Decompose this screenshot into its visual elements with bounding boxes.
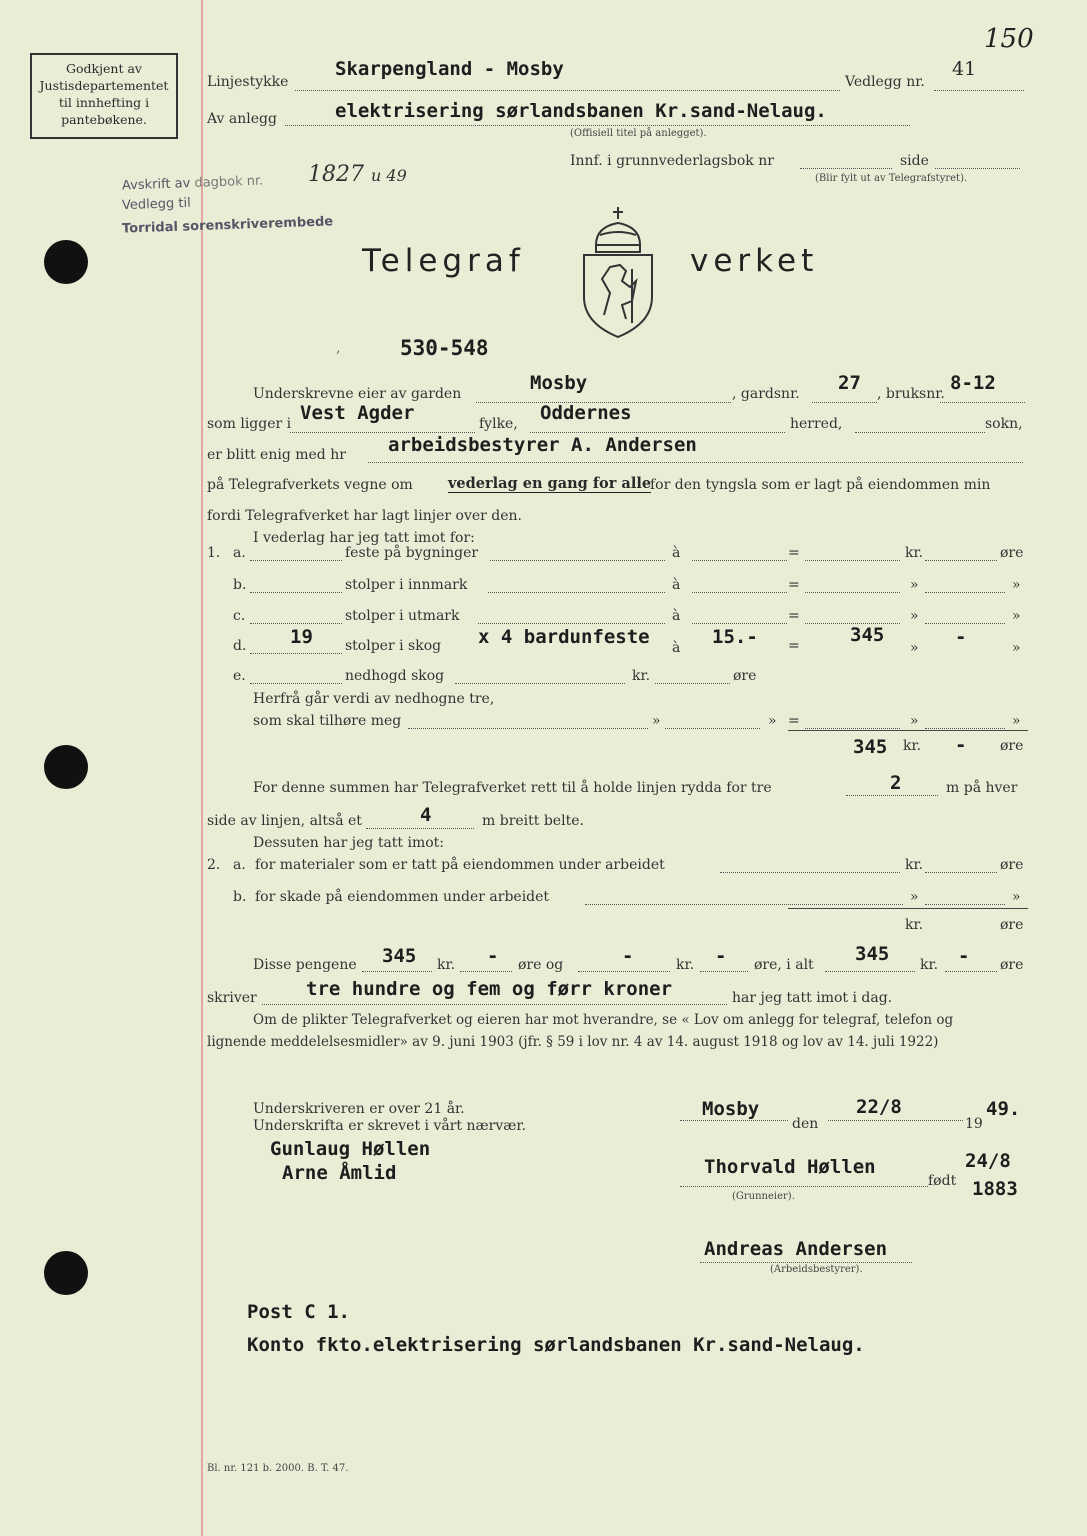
eq: =: [788, 638, 800, 654]
clearing-b-text: for skade på eiendommen under arbeidet: [255, 889, 550, 905]
konto-line: Konto fkto.elektrisering sørlandsbanen Kr.sand-Nelaug.: [247, 1334, 865, 1356]
clearing-text: For denne summen har Telegrafverket rett til å holde linjen rydda for tre: [253, 780, 772, 796]
money-text: øre, i alt: [754, 957, 814, 973]
money-v2: -: [487, 945, 499, 967]
item-number: 2.: [207, 857, 221, 873]
money-text: skriver: [207, 990, 257, 1006]
a-sym: à: [672, 545, 681, 561]
owner-text: på Telegrafverkets vegne om: [207, 477, 413, 493]
stamp-line3: Torridal sorenskriverembede: [121, 214, 334, 237]
witness-2: Arne Åmlid: [282, 1162, 397, 1184]
kr: kr.: [903, 738, 922, 754]
ore: øre: [1000, 738, 1024, 754]
item-letter: a.: [233, 857, 246, 873]
owner-text: I vederlag har jeg tatt imot for:: [253, 530, 475, 546]
herred-value: Oddernes: [540, 402, 632, 424]
ditto: »: [768, 713, 777, 729]
owner-text: for den tyngsla som er lagt på eiendommen min: [650, 477, 991, 493]
vederlag-underlined: vederlag en gang for alle: [448, 475, 652, 492]
money-text: Disse pengene: [253, 957, 357, 973]
fylke-label: fylke,: [479, 416, 518, 432]
ditto: »: [910, 713, 919, 729]
item-d-ore: -: [955, 626, 967, 648]
linjestykke-label: Linjestykke: [207, 74, 289, 90]
punch-hole: [44, 745, 88, 789]
boss-signature: Andreas Andersen: [704, 1238, 888, 1260]
linjestykke-value: Skarpengland - Mosby: [335, 58, 564, 80]
norway-coat-of-arms-icon: [578, 205, 658, 340]
title-left: Telegraf: [362, 243, 525, 279]
ditto: »: [910, 608, 919, 624]
pen-mark: ‚: [336, 340, 341, 356]
item-letter: b.: [233, 889, 247, 905]
eq: =: [788, 577, 800, 593]
boss-role: (Arbeidsbestyrer).: [770, 1264, 863, 1275]
item-d-text: stolper i skog: [345, 638, 442, 654]
law-text: Om de plikter Telegrafverket og eieren har mot hverandre, se « Lov om anlegg for telegraf, telefon og: [253, 1012, 954, 1028]
reference-number: 530-548: [400, 336, 489, 360]
eq: =: [788, 713, 800, 729]
item-d-price: 15.-: [712, 626, 758, 648]
kr: kr.: [920, 957, 939, 973]
fylke-value: Vest Agder: [300, 402, 415, 424]
clearing-m1: 2: [890, 772, 902, 794]
item-b-text: stolper i innmark: [345, 577, 468, 593]
ditto: »: [910, 889, 919, 905]
item-a-text: feste på bygninger: [345, 545, 479, 561]
item-e-text: nedhogd skog: [345, 668, 445, 684]
kr: kr.: [632, 668, 651, 684]
title-right: verket: [690, 243, 819, 279]
print-reference: Bl. nr. 121 b. 2000. B. T. 47.: [207, 1463, 349, 1474]
item-letter: e.: [233, 668, 246, 684]
ditto: »: [910, 640, 919, 656]
a-sym: à: [672, 640, 681, 656]
stamp-handwritten-number: 1827 u 49: [308, 162, 407, 187]
money-text: øre og: [518, 957, 564, 973]
ditto: »: [1012, 889, 1021, 905]
owner-signature: Thorvald Høllen: [704, 1156, 876, 1178]
sign-date: 22/8: [856, 1096, 902, 1118]
clearing-text: m breitt belte.: [482, 813, 584, 829]
ore: øre: [733, 668, 757, 684]
amount-in-words: tre hundre og fem og førr kroner: [306, 978, 673, 1000]
a-sym: à: [672, 577, 681, 593]
bruksnr-value: 8-12: [950, 372, 996, 394]
herred-label: herred,: [790, 416, 843, 432]
clearing-text: side av linjen, altså et: [207, 813, 362, 829]
ditto: »: [1012, 713, 1021, 729]
sign-note: Underskrifta er skrevet i vårt nærvær.: [253, 1118, 527, 1134]
punch-hole: [44, 1251, 88, 1295]
item-d-sum: 345: [850, 624, 885, 646]
item-c-text: stolper i utmark: [345, 608, 460, 624]
money-v5: 345: [855, 943, 890, 965]
approval-box: [30, 53, 178, 139]
herfra-text: Herfrå går verdi av nedhogne tre,: [253, 691, 495, 707]
kr: kr.: [437, 957, 456, 973]
eq: =: [788, 608, 800, 624]
ditto: »: [1012, 640, 1021, 656]
approval-line: Justisdepartementet: [39, 78, 169, 93]
sokn-label: sokn,: [985, 416, 1023, 432]
anlegg-note: (Offisiell titel på anlegget).: [570, 128, 707, 139]
item-letter: c.: [233, 608, 246, 624]
clearing-m2: 4: [420, 804, 432, 826]
owner-text: som ligger i: [207, 416, 292, 432]
money-v6: -: [958, 945, 970, 967]
ore: øre: [1000, 857, 1024, 873]
innf-label: Innf. i grunnvederlagsbok nr: [570, 153, 774, 169]
born-date: 24/8: [965, 1150, 1011, 1172]
ore: øre: [1000, 545, 1024, 561]
anlegg-label: Av anlegg: [207, 111, 277, 127]
money-v3: -: [622, 945, 634, 967]
owner-text: fordi Telegrafverket har lagt linjer over den.: [207, 508, 522, 524]
item-letter: d.: [233, 638, 247, 654]
herfra-text: som skal tilhøre meg: [253, 713, 402, 729]
ditto: »: [652, 713, 661, 729]
clearing-a-text: for materialer som er tatt på eiendommen under arbeidet: [255, 857, 665, 873]
stamp-line2: Vedlegg til: [121, 195, 191, 214]
a-sym: à: [672, 608, 681, 624]
kr: kr.: [905, 857, 924, 873]
kr: kr.: [905, 545, 924, 561]
total-sum: 345: [853, 736, 888, 758]
money-v4: -: [715, 945, 727, 967]
sign-note: Underskriveren er over 21 år.: [253, 1101, 465, 1117]
innf-note: (Blir fylt ut av Telegrafstyret).: [815, 173, 968, 184]
fodt-label: født: [928, 1173, 957, 1189]
owner-text: Underskrevne eier av garden: [253, 386, 462, 402]
item-number: 1.: [207, 545, 221, 561]
post-line: Post C 1.: [247, 1301, 350, 1323]
approval-line: pantebøkene.: [61, 112, 147, 127]
item-d-extra: x 4 bardunfeste: [478, 626, 650, 648]
clearing-text: Dessuten har jeg tatt imot:: [253, 835, 445, 851]
sign-year: 49.: [986, 1098, 1021, 1120]
clearing-text: m på hver: [946, 780, 1018, 796]
item-letter: a.: [233, 545, 246, 561]
punch-hole: [44, 240, 88, 284]
vedlegg-label: Vedlegg nr.: [845, 74, 925, 90]
law-text: lignende meddelelsesmidler» av 9. juni 1903 (jfr. § 59 i lov nr. 4 av 14. august 1918 og lov av 14. juli 1922): [207, 1034, 939, 1050]
owner-text: er blitt enig med hr: [207, 447, 346, 463]
garden-value: Mosby: [530, 372, 588, 394]
ditto: »: [1012, 608, 1021, 624]
witness-1: Gunlaug Høllen: [270, 1138, 431, 1160]
gardsnr-value: 27: [838, 372, 861, 394]
money-text: har jeg tatt imot i dag.: [732, 990, 893, 1006]
stamp-line1: Avskrift av dagbok nr.: [121, 173, 264, 194]
approval-line: til innhefting i: [58, 95, 150, 110]
side-label: side: [900, 153, 929, 169]
owner-role: (Grunneier).: [732, 1191, 795, 1202]
money-v1: 345: [382, 945, 417, 967]
hr-value: arbeidsbestyrer A. Andersen: [388, 434, 697, 456]
ore: øre: [1000, 957, 1024, 973]
kr: kr.: [905, 917, 924, 933]
total-ore: -: [955, 734, 967, 756]
approval-line: Godkjent av: [66, 61, 142, 76]
gardsnr-label: , gardsnr.: [732, 386, 800, 402]
eq: =: [788, 545, 800, 561]
page-number: 150: [984, 24, 1034, 54]
ore: øre: [1000, 917, 1024, 933]
kr: kr.: [676, 957, 695, 973]
anlegg-value: elektrisering sørlandsbanen Kr.sand-Nelaug.: [335, 100, 827, 122]
born-year: 1883: [972, 1178, 1018, 1200]
den-label: den: [792, 1116, 819, 1132]
ditto: »: [910, 577, 919, 593]
item-letter: b.: [233, 577, 247, 593]
item-d-count: 19: [290, 626, 313, 648]
sign-place: Mosby: [702, 1098, 760, 1120]
year-prefix: 19: [965, 1116, 983, 1132]
vedlegg-value: 41: [952, 58, 977, 80]
bruksnr-label: , bruksnr.: [877, 386, 945, 402]
ditto: »: [1012, 577, 1021, 593]
